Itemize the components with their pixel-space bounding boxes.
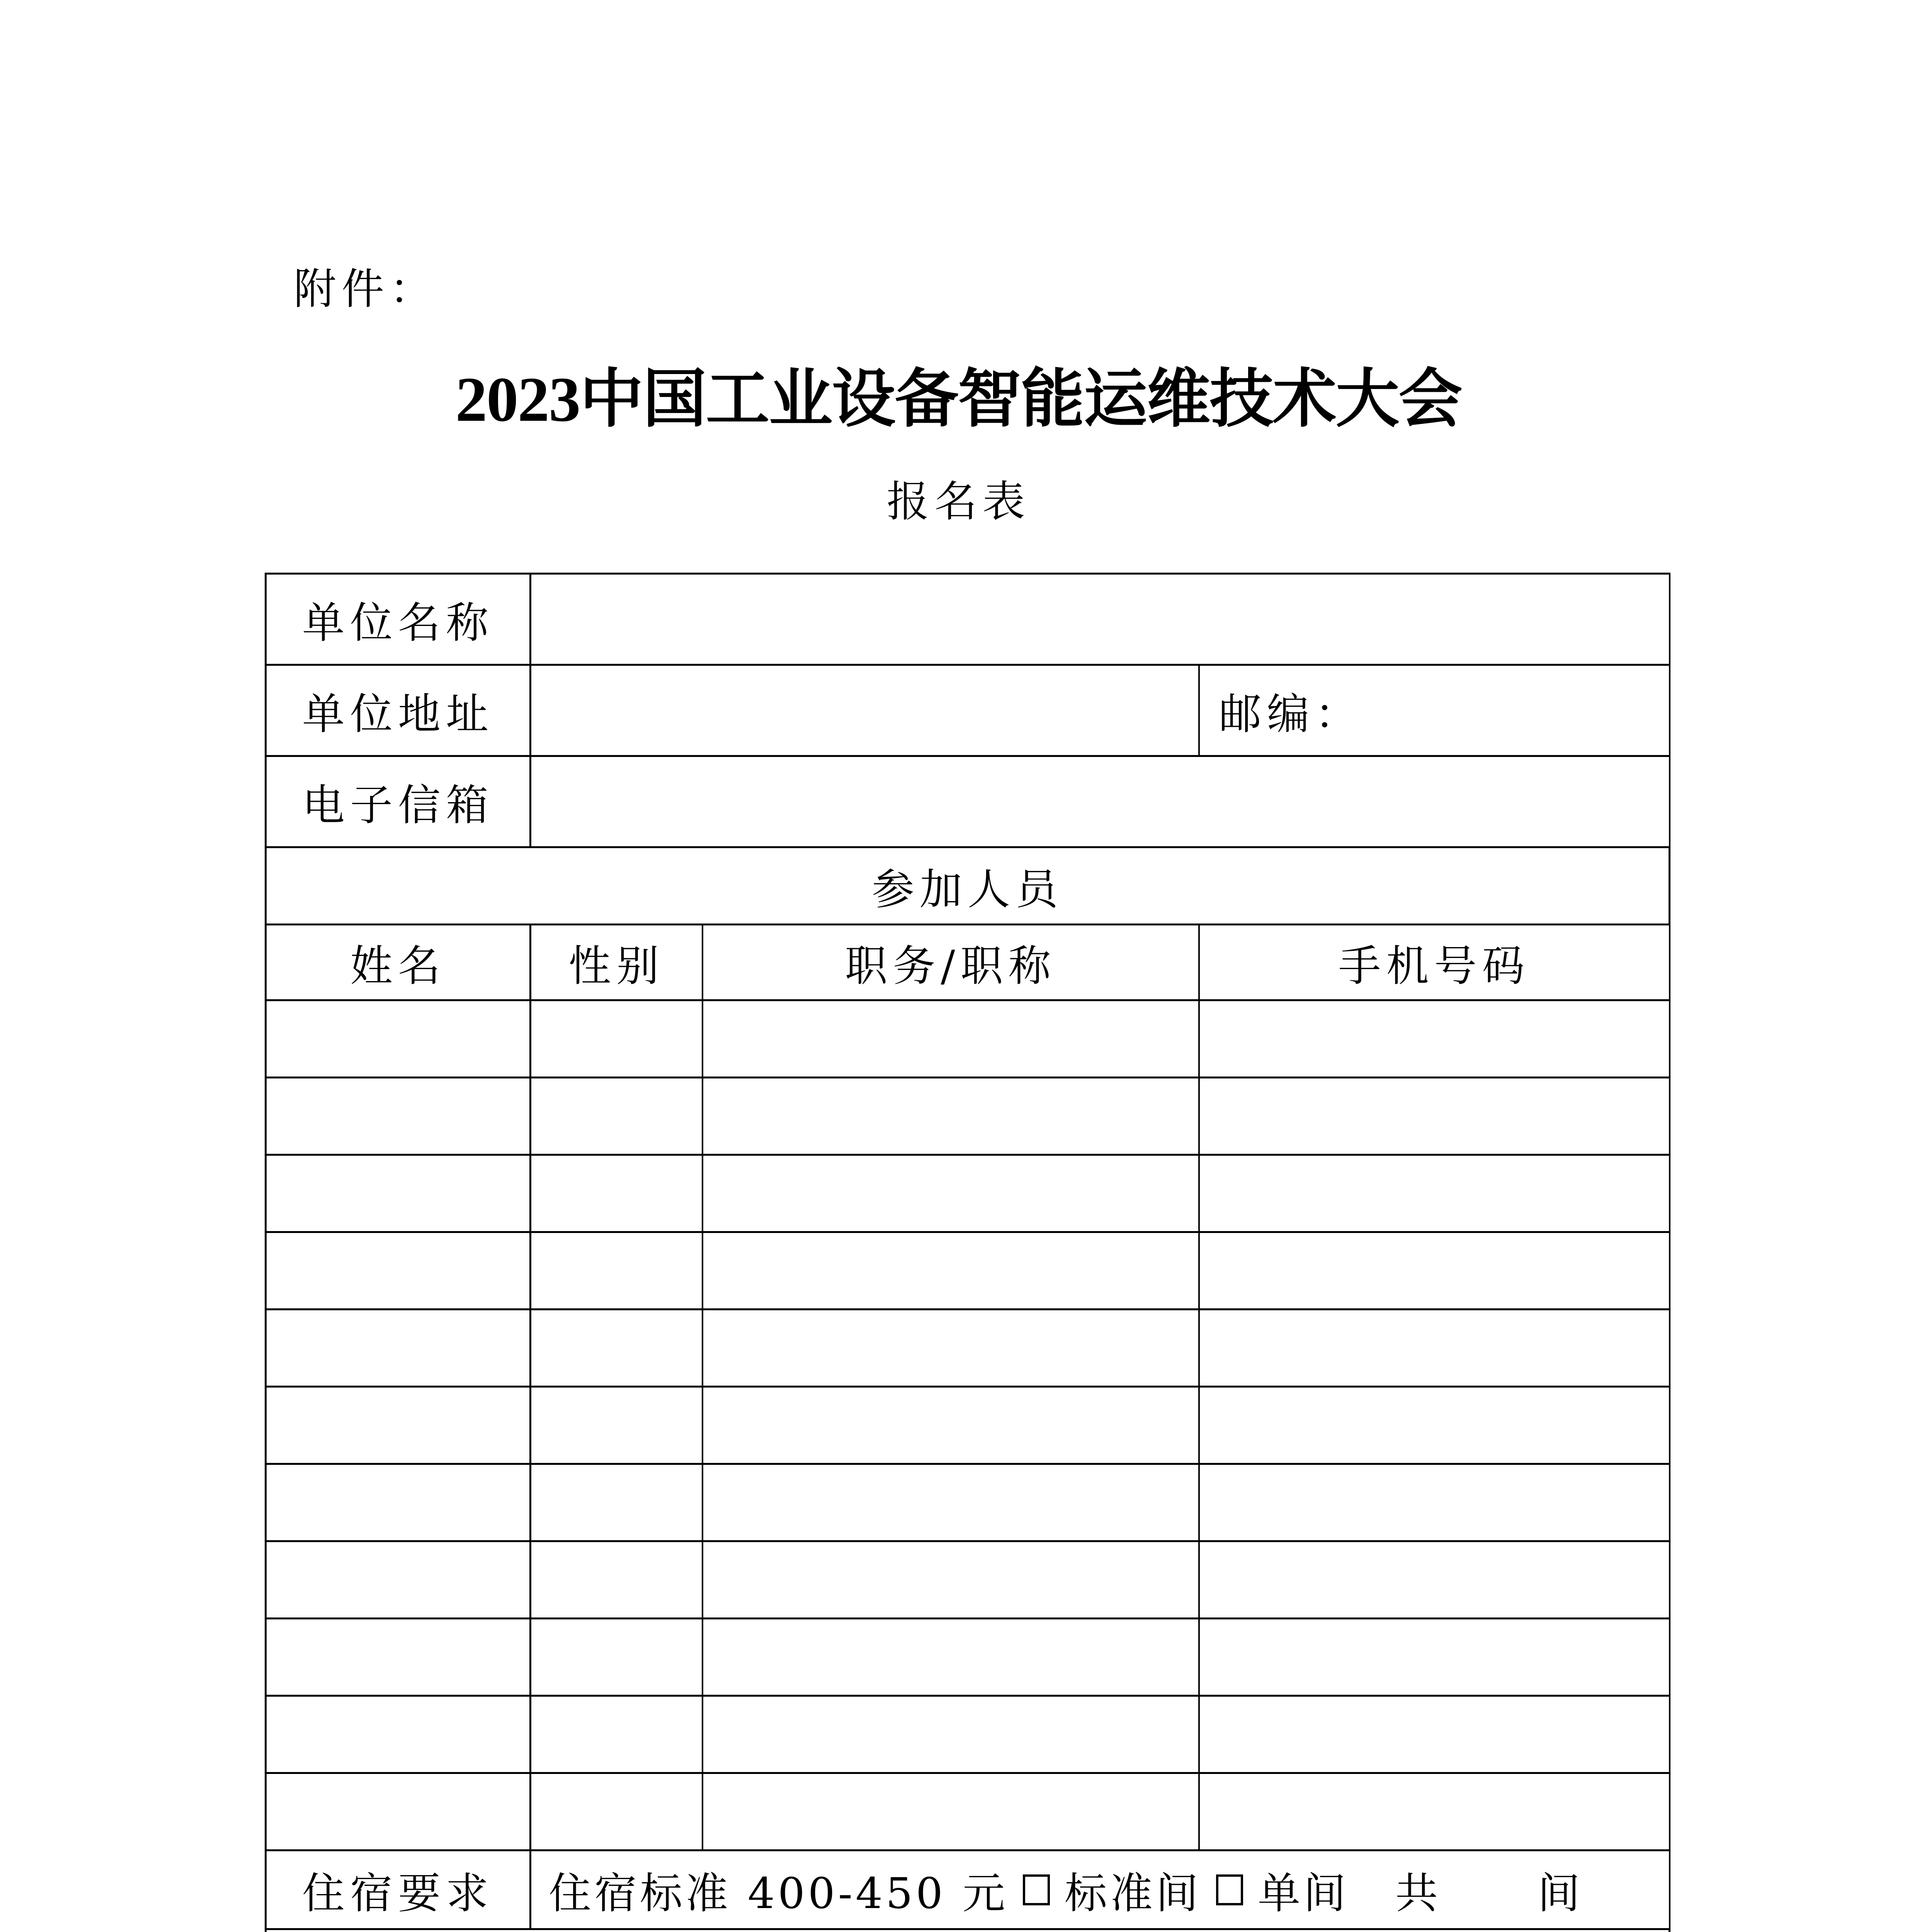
participant-phone-cell[interactable] (1199, 1078, 1670, 1155)
postcode-field[interactable] (1199, 665, 1670, 756)
accommodation-options (531, 1850, 1670, 1929)
standard-room-checkbox[interactable] (1023, 1874, 1050, 1905)
participant-row (266, 1000, 1670, 1078)
participant-gender-cell[interactable] (531, 1696, 703, 1773)
participant-title-cell[interactable] (703, 1773, 1199, 1850)
column-header-title: 职务/职称 (703, 925, 1199, 1000)
form-subtitle: 报名表 (0, 468, 1917, 529)
participants-section-title: 参加人员 (266, 847, 1670, 925)
participant-row (266, 1541, 1670, 1619)
participant-row (266, 1696, 1670, 1773)
participant-phone-cell[interactable] (1199, 1541, 1670, 1619)
participant-gender-cell[interactable] (531, 1000, 703, 1078)
participant-name-cell[interactable] (266, 1310, 531, 1387)
registration-form-table (265, 573, 1670, 1932)
unit-name-label: 单位名称 (266, 574, 531, 665)
participant-title-cell[interactable] (703, 1078, 1199, 1155)
single-room-label: 单间 (1258, 1859, 1349, 1920)
room-total-suffix: 间 (1538, 1859, 1583, 1920)
unit-address-row (266, 665, 1670, 756)
participant-gender-cell[interactable] (531, 1464, 703, 1541)
participant-name-cell[interactable] (266, 1464, 531, 1541)
accommodation-row (266, 1850, 1670, 1929)
participant-row (266, 1619, 1670, 1696)
participant-phone-cell[interactable] (1199, 1773, 1670, 1850)
participant-title-cell[interactable] (703, 1464, 1199, 1541)
participant-row (266, 1773, 1670, 1850)
participant-phone-cell[interactable] (1199, 1310, 1670, 1387)
participant-name-cell[interactable] (266, 1155, 531, 1232)
participant-gender-cell[interactable] (531, 1232, 703, 1310)
participant-title-cell[interactable] (703, 1696, 1199, 1773)
participant-row (266, 1387, 1670, 1464)
participant-gender-cell[interactable] (531, 1155, 703, 1232)
participant-gender-cell[interactable] (531, 1773, 703, 1850)
participants-section-row (266, 847, 1670, 925)
column-header-name: 姓名 (266, 925, 531, 1000)
attachment-label: 附件： (294, 255, 437, 316)
column-header-phone: 手机号码 (1199, 925, 1670, 1000)
participant-name-cell[interactable] (266, 1773, 531, 1850)
room-total-prefix: 共 (1395, 1859, 1441, 1920)
fee-row (266, 1929, 1670, 1932)
participant-title-cell[interactable] (703, 1155, 1199, 1232)
participant-title-cell[interactable] (703, 1619, 1199, 1696)
fee-description (266, 1929, 1670, 1932)
participant-name-cell[interactable] (266, 1078, 531, 1155)
participant-row (266, 1232, 1670, 1310)
participant-row (266, 1464, 1670, 1541)
participant-row (266, 1155, 1670, 1232)
participant-name-cell[interactable] (266, 1696, 531, 1773)
document-title: 2023中国工业设备智能运维技术大会 (0, 348, 1917, 439)
participant-title-cell[interactable] (703, 1232, 1199, 1310)
participant-gender-cell[interactable] (531, 1541, 703, 1619)
participant-name-cell[interactable] (266, 1387, 531, 1464)
unit-name-row (266, 574, 1670, 665)
participant-gender-cell[interactable] (531, 1619, 703, 1696)
unit-address-field[interactable] (531, 665, 1199, 756)
unit-address-label: 单位地址 (266, 665, 531, 756)
email-field[interactable] (531, 756, 1670, 847)
participant-phone-cell[interactable] (1199, 1464, 1670, 1541)
participant-row (266, 1310, 1670, 1387)
participant-name-cell[interactable] (266, 1000, 531, 1078)
participant-row (266, 1078, 1670, 1155)
participant-title-cell[interactable] (703, 1387, 1199, 1464)
participant-phone-cell[interactable] (1199, 1696, 1670, 1773)
email-label: 电子信箱 (266, 756, 531, 847)
column-header-gender: 性别 (531, 925, 703, 1000)
participant-title-cell[interactable] (703, 1541, 1199, 1619)
participant-gender-cell[interactable] (531, 1078, 703, 1155)
participant-title-cell[interactable] (703, 1310, 1199, 1387)
participant-gender-cell[interactable] (531, 1310, 703, 1387)
participant-name-cell[interactable] (266, 1232, 531, 1310)
unit-name-field[interactable] (531, 574, 1670, 665)
accommodation-standard-text: 住宿标准 400-450 元 (549, 1859, 1008, 1920)
participant-phone-cell[interactable] (1199, 1232, 1670, 1310)
participant-name-cell[interactable] (266, 1541, 531, 1619)
postcode-label: 邮编： (1219, 689, 1363, 739)
participant-phone-cell[interactable] (1199, 1155, 1670, 1232)
participant-gender-cell[interactable] (531, 1387, 703, 1464)
participant-phone-cell[interactable] (1199, 1619, 1670, 1696)
accommodation-label: 住宿要求 (266, 1850, 531, 1929)
participants-header-row (266, 925, 1670, 1000)
participant-name-cell[interactable] (266, 1619, 531, 1696)
participant-title-cell[interactable] (703, 1000, 1199, 1078)
participant-phone-cell[interactable] (1199, 1000, 1670, 1078)
email-row (266, 756, 1670, 847)
participant-phone-cell[interactable] (1199, 1387, 1670, 1464)
standard-room-label: 标准间 (1065, 1859, 1201, 1920)
single-room-checkbox[interactable] (1216, 1874, 1243, 1905)
